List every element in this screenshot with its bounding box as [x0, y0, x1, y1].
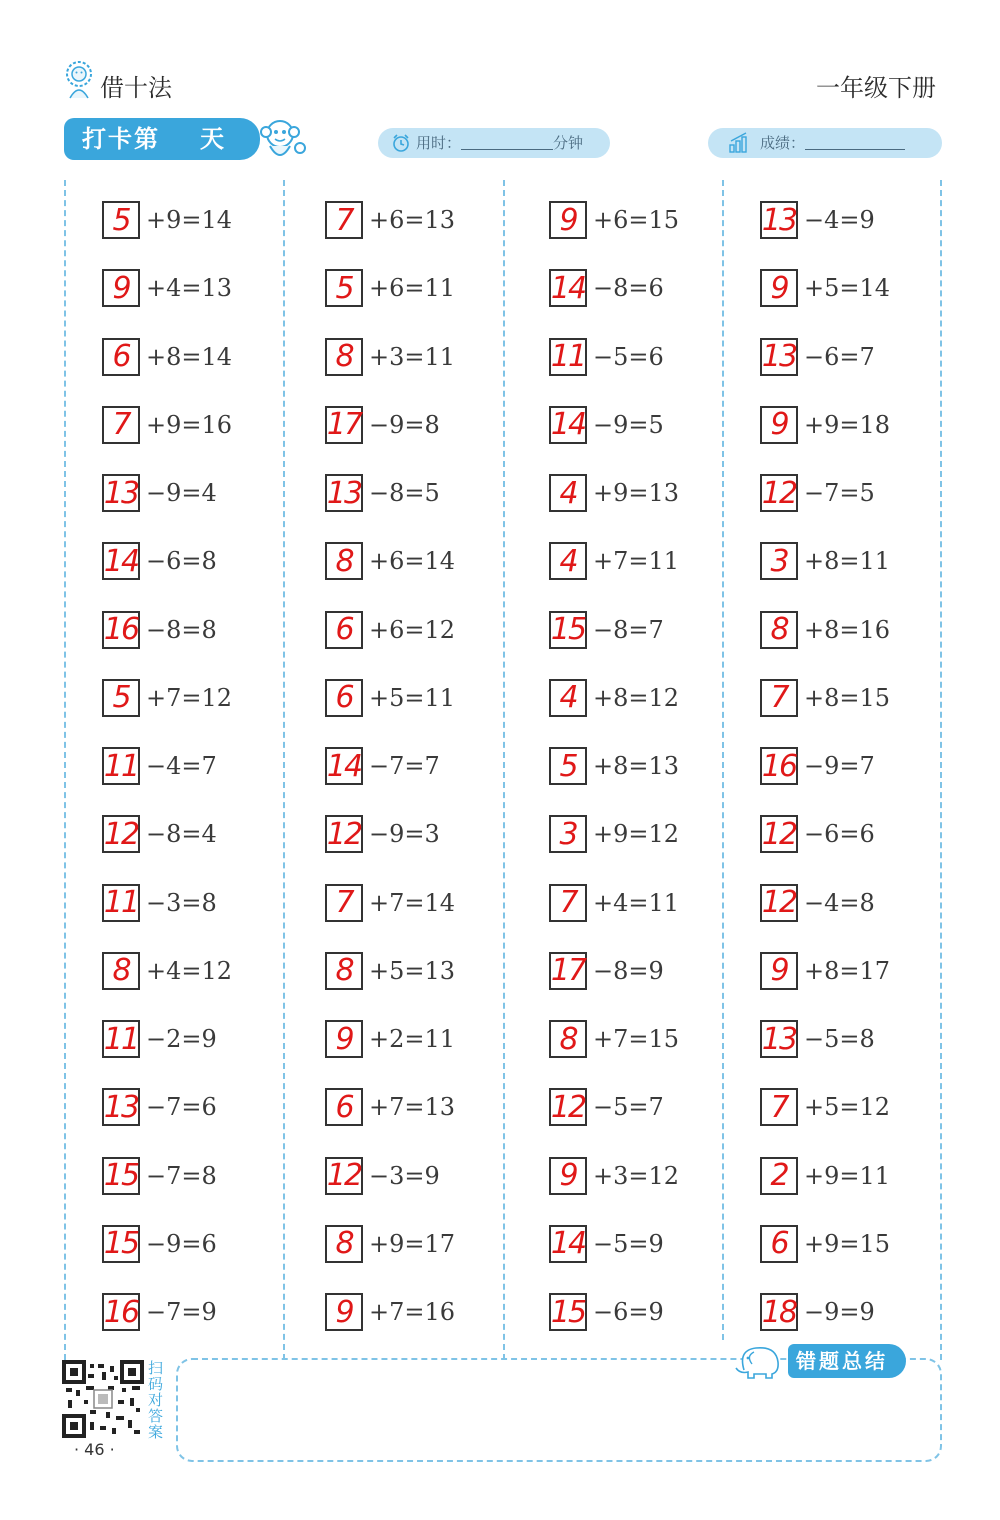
equation-row [102, 800, 312, 868]
equation-row [102, 459, 312, 527]
answer-box[interactable]: 12 [761, 885, 797, 921]
equation-row [325, 323, 535, 391]
equation-text: −8=6 [593, 274, 664, 303]
answer-box[interactable]: 18 [761, 1294, 797, 1330]
equation-row [102, 1278, 312, 1346]
answer-box[interactable]: 15 [103, 1226, 139, 1262]
equation-text: +2=11 [369, 1025, 456, 1054]
answer-box[interactable]: 8 [760, 611, 798, 649]
checkin-prefix: 打卡第 [82, 125, 160, 153]
equation-row [325, 1005, 535, 1073]
answer-box[interactable]: 17 [326, 407, 362, 443]
answer-box[interactable]: 16 [103, 612, 139, 648]
equation-row [102, 323, 312, 391]
equation-text: −7=7 [369, 752, 440, 781]
equation-row [549, 1073, 759, 1141]
equation-text: −5=9 [593, 1229, 664, 1258]
answer-box[interactable]: 9 [102, 269, 140, 307]
equation-text: −6=9 [593, 1298, 664, 1327]
equation-text: −9=8 [369, 410, 440, 439]
equation-row [549, 1278, 759, 1346]
equation-text: +7=11 [593, 547, 680, 576]
equation-row [102, 254, 312, 322]
mistake-summary-tag: 错题总结 [788, 1344, 906, 1378]
answer-box[interactable]: 17 [550, 953, 586, 989]
equation-text: −7=9 [146, 1298, 217, 1327]
answer-box[interactable]: 13 [326, 475, 362, 511]
equation-text: +4=12 [146, 956, 233, 985]
equation-text: +6=11 [369, 274, 456, 303]
page-number: · 46 · [74, 1440, 115, 1459]
equation-text: −7=6 [146, 1093, 217, 1122]
answer-box[interactable]: 9 [760, 952, 798, 990]
equation-text: +8=12 [593, 683, 680, 712]
equation-text: +7=14 [369, 888, 456, 917]
answer-box[interactable]: 14 [550, 270, 586, 306]
equation-text: +8=15 [804, 683, 891, 712]
equation-text: +5=12 [804, 1093, 891, 1122]
equation-text: +6=12 [369, 615, 456, 644]
equation-row [102, 937, 312, 1005]
equation-row [325, 254, 535, 322]
equation-text: +5=13 [369, 956, 456, 985]
equation-text: +4=11 [593, 888, 680, 917]
answer-box[interactable]: 11 [550, 339, 586, 375]
equation-row [549, 800, 759, 868]
equation-text: +7=16 [369, 1298, 456, 1327]
time-unit: 分钟 [553, 134, 584, 152]
grade-label: 一年级下册 [816, 74, 936, 102]
equation-row [102, 1142, 312, 1210]
equation-row [760, 1278, 970, 1346]
equation-text: +7=12 [146, 683, 233, 712]
equation-text: −7=5 [804, 479, 875, 508]
answer-box[interactable]: 7 [549, 884, 587, 922]
equation-text: −8=9 [593, 956, 664, 985]
equation-text: +8=16 [804, 615, 891, 644]
equation-row [325, 664, 535, 732]
equation-row [760, 869, 970, 937]
score-blank[interactable] [805, 132, 905, 150]
equation-row [549, 254, 759, 322]
equation-text: −7=8 [146, 1161, 217, 1190]
equation-row [102, 664, 312, 732]
score-field[interactable] [708, 128, 942, 158]
equation-text: −8=8 [146, 615, 217, 644]
equation-row [760, 937, 970, 1005]
answer-box[interactable]: 5 [549, 747, 587, 785]
answer-box[interactable]: 2 [760, 1157, 798, 1195]
equation-text: +7=15 [593, 1025, 680, 1054]
equation-text: +8=11 [804, 547, 891, 576]
equation-text: −9=6 [146, 1229, 217, 1258]
equation-row [760, 1142, 970, 1210]
score-label: 成绩： [760, 134, 806, 152]
equation-text: +9=12 [593, 820, 680, 849]
answer-box[interactable]: 13 [761, 1021, 797, 1057]
answer-box[interactable]: 14 [550, 1226, 586, 1262]
equation-text: +6=13 [369, 206, 456, 235]
equation-row [760, 323, 970, 391]
answer-box[interactable]: 13 [761, 339, 797, 375]
answer-box[interactable]: 15 [550, 1294, 586, 1330]
answer-box[interactable]: 6 [102, 338, 140, 376]
equation-text: +9=14 [146, 206, 233, 235]
equation-row [102, 596, 312, 664]
equation-row [549, 1005, 759, 1073]
equation-row [102, 1073, 312, 1141]
answer-box[interactable]: 8 [325, 338, 363, 376]
time-label: 用时： [416, 134, 462, 152]
equation-row [325, 186, 535, 254]
equation-text: +6=15 [593, 206, 680, 235]
equation-text: +8=14 [146, 342, 233, 371]
answer-box[interactable]: 9 [325, 1293, 363, 1331]
equation-row [760, 800, 970, 868]
scan-for-answers-label: 扫码对答案 [148, 1359, 164, 1441]
equation-text: +9=11 [804, 1161, 891, 1190]
equation-row [102, 527, 312, 595]
equation-row [325, 1210, 535, 1278]
equation-row [549, 664, 759, 732]
equation-text: −4=9 [804, 206, 875, 235]
answer-box[interactable]: 8 [549, 1020, 587, 1058]
answer-box[interactable]: 6 [325, 679, 363, 717]
qr-code-icon[interactable] [62, 1360, 144, 1438]
answer-box[interactable]: 6 [325, 611, 363, 649]
equation-text: −6=7 [804, 342, 875, 371]
equation-row [325, 1073, 535, 1141]
answer-box[interactable]: 6 [325, 1088, 363, 1126]
equation-row [760, 732, 970, 800]
time-blank[interactable] [461, 132, 553, 150]
equation-row [102, 186, 312, 254]
answer-box[interactable]: 5 [102, 201, 140, 239]
equation-text: −9=7 [804, 752, 875, 781]
equation-row [549, 869, 759, 937]
answer-box[interactable]: 12 [761, 816, 797, 852]
equation-text: +3=12 [593, 1161, 680, 1190]
answer-box[interactable]: 11 [103, 748, 139, 784]
equation-row [549, 323, 759, 391]
answer-box[interactable]: 8 [325, 542, 363, 580]
equation-text: +9=18 [804, 410, 891, 439]
equation-row [549, 391, 759, 459]
equation-text: −5=8 [804, 1025, 875, 1054]
checkin-suffix: 天 [200, 125, 226, 153]
equation-text: +5=11 [369, 683, 456, 712]
topic-title: 借十法 [100, 74, 172, 102]
answer-box[interactable]: 9 [549, 201, 587, 239]
answer-box[interactable]: 5 [102, 679, 140, 717]
equation-row [102, 391, 312, 459]
equation-text: −9=3 [369, 820, 440, 849]
equation-text: −9=4 [146, 479, 217, 508]
equation-row [325, 1278, 535, 1346]
equation-text: −9=9 [804, 1298, 875, 1327]
checkin-tag [64, 118, 260, 160]
answer-box[interactable]: 9 [760, 406, 798, 444]
lion-icon [62, 60, 96, 100]
equation-text: +6=14 [369, 547, 456, 576]
equation-row [549, 1210, 759, 1278]
equation-text: −8=5 [369, 479, 440, 508]
answer-box[interactable]: 3 [760, 542, 798, 580]
equation-text: +9=13 [593, 479, 680, 508]
equation-text: −2=9 [146, 1025, 217, 1054]
equation-row [549, 596, 759, 664]
equation-row [549, 1142, 759, 1210]
page-header [0, 0, 1000, 120]
equation-row [549, 937, 759, 1005]
answer-box[interactable]: 12 [761, 475, 797, 511]
answer-box[interactable]: 13 [103, 1089, 139, 1125]
equation-row [325, 459, 535, 527]
answer-box[interactable]: 9 [549, 1157, 587, 1195]
equation-text: −9=5 [593, 410, 664, 439]
answer-box[interactable]: 9 [325, 1020, 363, 1058]
equation-row [549, 186, 759, 254]
equation-text: +8=13 [593, 752, 680, 781]
answer-box[interactable]: 7 [760, 679, 798, 717]
equation-text: −6=6 [804, 820, 875, 849]
equation-row [325, 869, 535, 937]
equation-text: +5=14 [804, 274, 891, 303]
equation-row [760, 596, 970, 664]
equation-text: +9=17 [369, 1229, 456, 1258]
equation-column-2 [325, 186, 535, 1346]
answer-box[interactable]: 15 [103, 1158, 139, 1194]
answer-box[interactable]: 16 [103, 1294, 139, 1330]
equation-row [760, 391, 970, 459]
equation-column-1 [102, 186, 312, 1346]
answer-box[interactable]: 14 [326, 748, 362, 784]
answer-box[interactable]: 3 [549, 815, 587, 853]
answer-box[interactable]: 8 [102, 952, 140, 990]
equation-text: +3=11 [369, 342, 456, 371]
equation-row [325, 800, 535, 868]
answer-box[interactable]: 12 [550, 1089, 586, 1125]
monkey-icon [254, 112, 310, 168]
bar-chart-icon [728, 131, 750, 153]
elephant-icon [732, 1340, 788, 1380]
equation-text: +9=16 [146, 410, 233, 439]
equation-row [325, 527, 535, 595]
answer-box[interactable]: 6 [760, 1225, 798, 1263]
equation-row [102, 1210, 312, 1278]
answer-box[interactable]: 11 [103, 1021, 139, 1057]
answer-box[interactable]: 14 [550, 407, 586, 443]
answer-box[interactable]: 7 [325, 201, 363, 239]
answer-box[interactable]: 4 [549, 542, 587, 580]
equation-text: −6=8 [146, 547, 217, 576]
equation-row [760, 1073, 970, 1141]
equation-text: +7=13 [369, 1093, 456, 1122]
equation-row [102, 1005, 312, 1073]
equation-text: −5=7 [593, 1093, 664, 1122]
equation-row [325, 732, 535, 800]
answer-box[interactable]: 12 [103, 816, 139, 852]
answer-box[interactable]: 15 [550, 612, 586, 648]
equation-row [760, 459, 970, 527]
equation-row [325, 596, 535, 664]
equation-row [325, 937, 535, 1005]
equation-row [102, 732, 312, 800]
equation-row [760, 254, 970, 322]
equation-text: −8=4 [146, 820, 217, 849]
answer-box[interactable]: 7 [102, 406, 140, 444]
answer-box[interactable]: 9 [760, 269, 798, 307]
answer-box[interactable]: 8 [325, 1225, 363, 1263]
equation-row [325, 1142, 535, 1210]
equation-row [760, 186, 970, 254]
equation-column-3 [549, 186, 759, 1346]
answer-box[interactable]: 7 [760, 1088, 798, 1126]
answer-box[interactable]: 5 [325, 269, 363, 307]
time-field[interactable] [378, 128, 610, 158]
equation-text: −3=8 [146, 888, 217, 917]
answer-box[interactable]: 7 [325, 884, 363, 922]
equation-row [760, 664, 970, 732]
answer-box[interactable]: 14 [103, 543, 139, 579]
answer-box[interactable]: 8 [325, 952, 363, 990]
equation-row [102, 869, 312, 937]
answer-box[interactable]: 16 [761, 748, 797, 784]
answer-box[interactable]: 4 [549, 679, 587, 717]
equation-row [760, 1005, 970, 1073]
equation-text: +9=15 [804, 1229, 891, 1258]
equation-text: −5=6 [593, 342, 664, 371]
column-divider [64, 180, 66, 1360]
answer-box[interactable]: 12 [326, 1158, 362, 1194]
equation-row [549, 459, 759, 527]
equation-row [760, 527, 970, 595]
answer-box[interactable]: 4 [549, 474, 587, 512]
equation-text: −4=8 [804, 888, 875, 917]
equation-row [325, 391, 535, 459]
equation-text: +8=17 [804, 956, 891, 985]
equation-text: +4=13 [146, 274, 233, 303]
equation-row [549, 732, 759, 800]
equation-column-4 [760, 186, 970, 1346]
equation-row [760, 1210, 970, 1278]
answer-box[interactable]: 13 [761, 202, 797, 238]
answer-box[interactable]: 12 [326, 816, 362, 852]
equation-text: −8=7 [593, 615, 664, 644]
equation-text: −4=7 [146, 752, 217, 781]
equation-text: −3=9 [369, 1161, 440, 1190]
alarm-clock-icon [392, 134, 410, 152]
answer-box[interactable]: 13 [103, 475, 139, 511]
equation-row [549, 527, 759, 595]
answer-box[interactable]: 11 [103, 885, 139, 921]
